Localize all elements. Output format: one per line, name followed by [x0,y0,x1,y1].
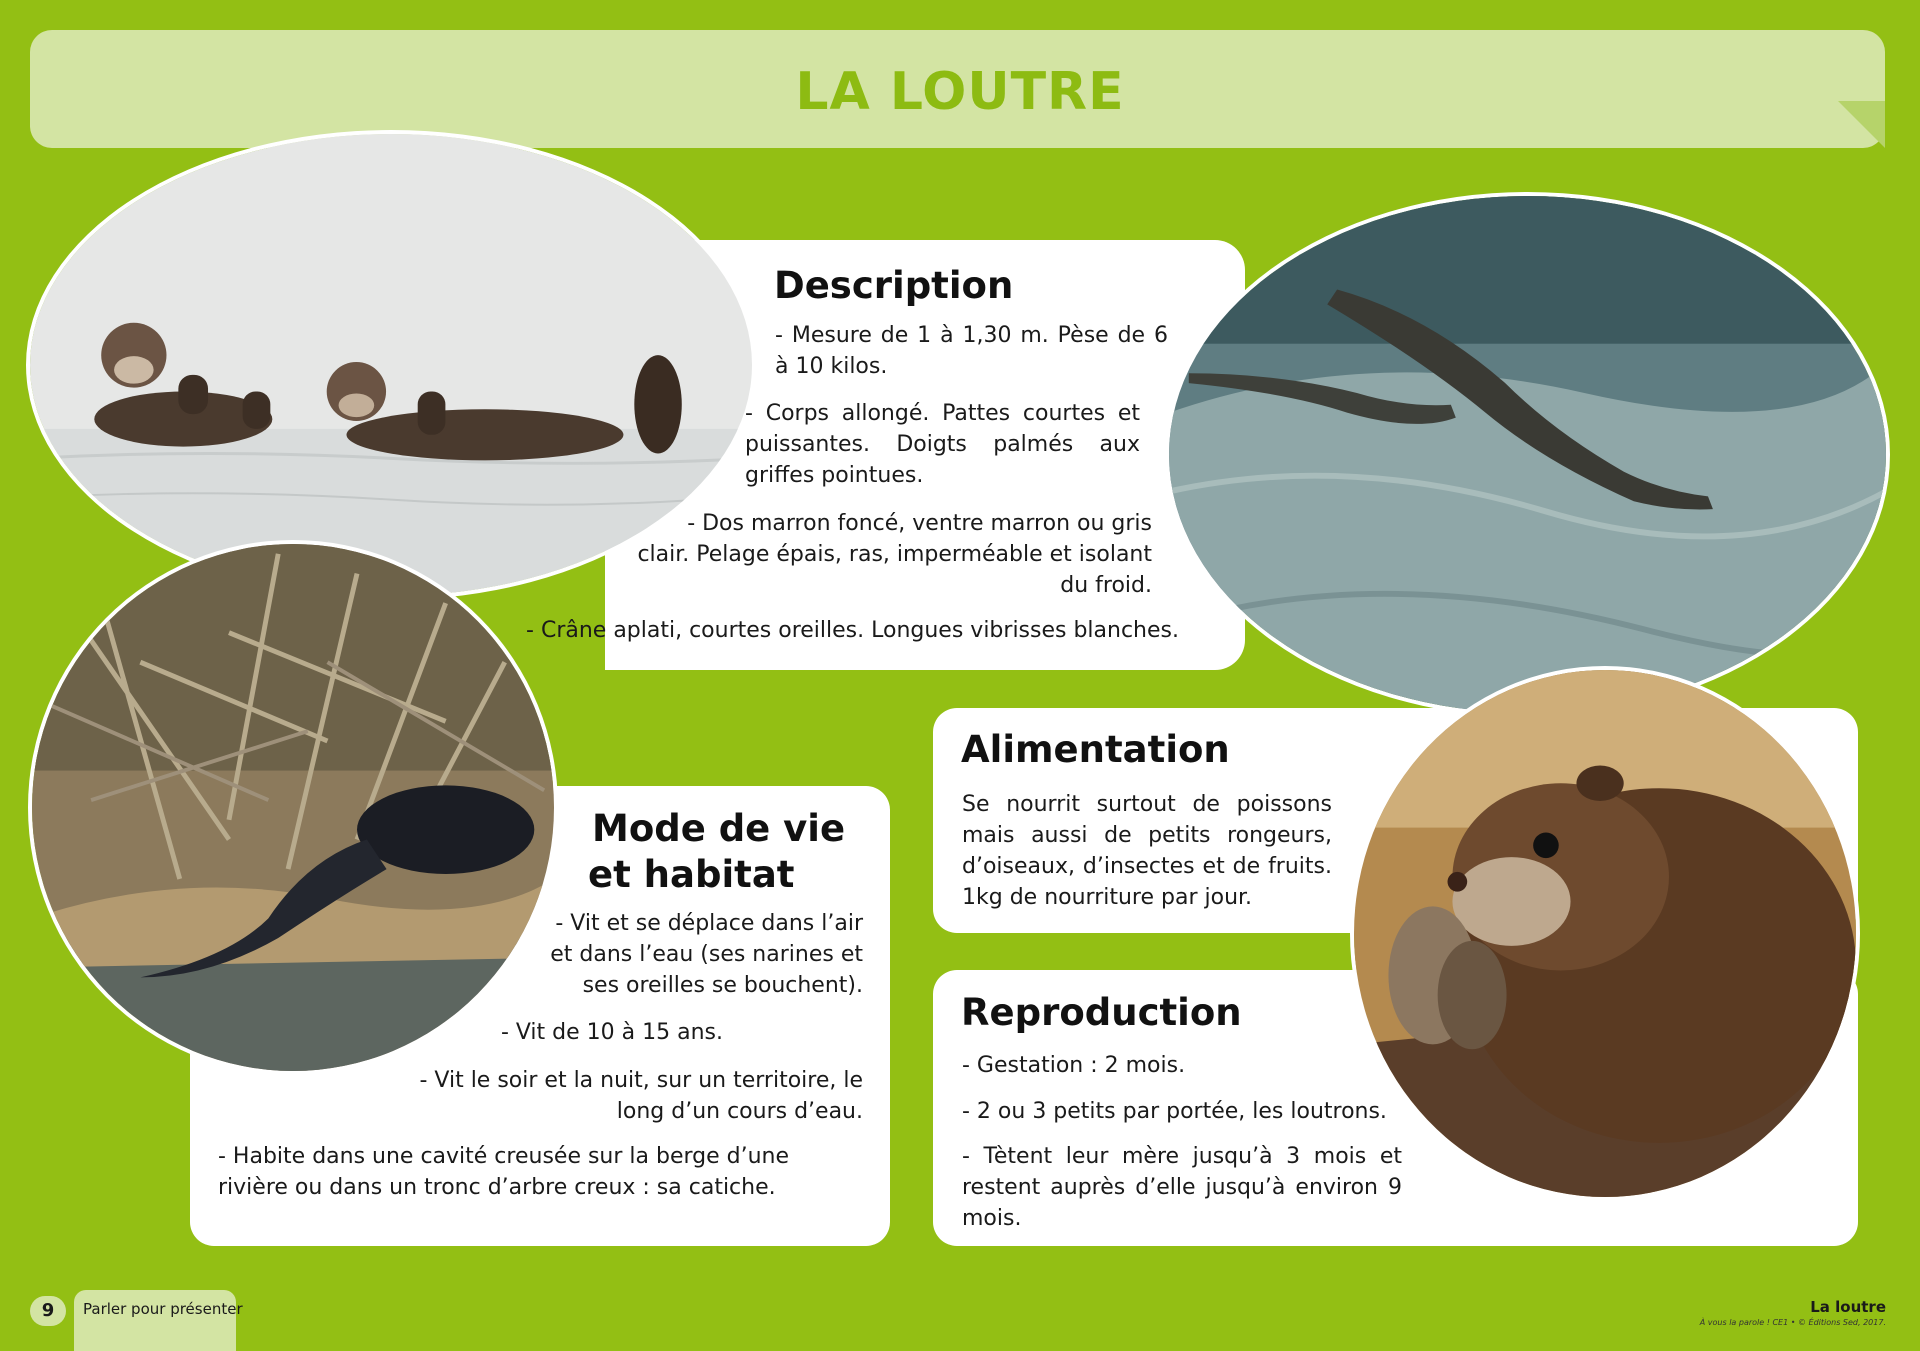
photo-otter-pup-eating [1350,666,1860,1201]
habitat-heading-line2: et habitat [588,853,795,896]
reproduction-item-1: - Gestation : 2 mois. [962,1053,1186,1078]
page-number-badge: 9 [30,1296,66,1326]
description-heading: Description [774,264,1014,307]
description-item-1: - Mesure de 1 à 1,30 m. Pèse de 6 à 10 kilos. [775,323,1168,379]
reproduction-heading: Reproduction [961,991,1242,1034]
habitat-item-4: - Habite dans une cavité creusée sur la berge d’une rivière ou dans un tronc d’arbre creux : sa catiche. [218,1144,790,1200]
alimentation-heading: Alimentation [961,728,1230,771]
habitat-item-2: - Vit de 10 à 15 ans. [500,1020,723,1045]
habitat-item-3: - Vit le soir et la nuit, sur un territoire, le long d’un cours d’eau. [419,1068,863,1124]
page-title: LA LOUTRE [795,62,1125,122]
reproduction-item-2: - 2 ou 3 petits par portée, les loutrons. [962,1099,1387,1124]
reproduction-item-3: - Tètent leur mère jusqu’à 3 mois et restent auprès d’elle jusqu’à environ 9 mois. [962,1144,1402,1231]
photo-otter-den-riverbank [28,540,558,1075]
description-item-2: - Corps allongé. Pattes courtes et puissantes. Doigts palmés aux griffes pointues. [745,401,1140,488]
footer-section-label: Parler pour présenter [83,1300,243,1318]
photo-otters-swimming-underwater [1165,192,1890,717]
footer-doc-title: La loutre [1810,1298,1886,1316]
habitat-item-1: - Vit et se déplace dans l’air et dans l’eau (ses narines et ses oreilles se bouchent). [550,911,863,998]
habitat-heading-line1: Mode de vie [592,807,846,850]
alimentation-text: Se nourrit surtout de poissons mais aussi de petits rongeurs, d’oiseaux, d’insectes et de fruits. 1kg de nourriture par jour. [962,792,1332,910]
description-item-4: - Crâne aplati, courtes oreilles. Longues vibrisses blanches. [526,618,1179,643]
description-item-3: - Dos marron foncé, ventre marron ou gris clair. Pelage épais, ras, imperméable et isolant du froid. [637,511,1152,598]
footer-copyright: À vous la parole ! CE1 • © Éditions Sed, 2017. [1699,1318,1886,1327]
